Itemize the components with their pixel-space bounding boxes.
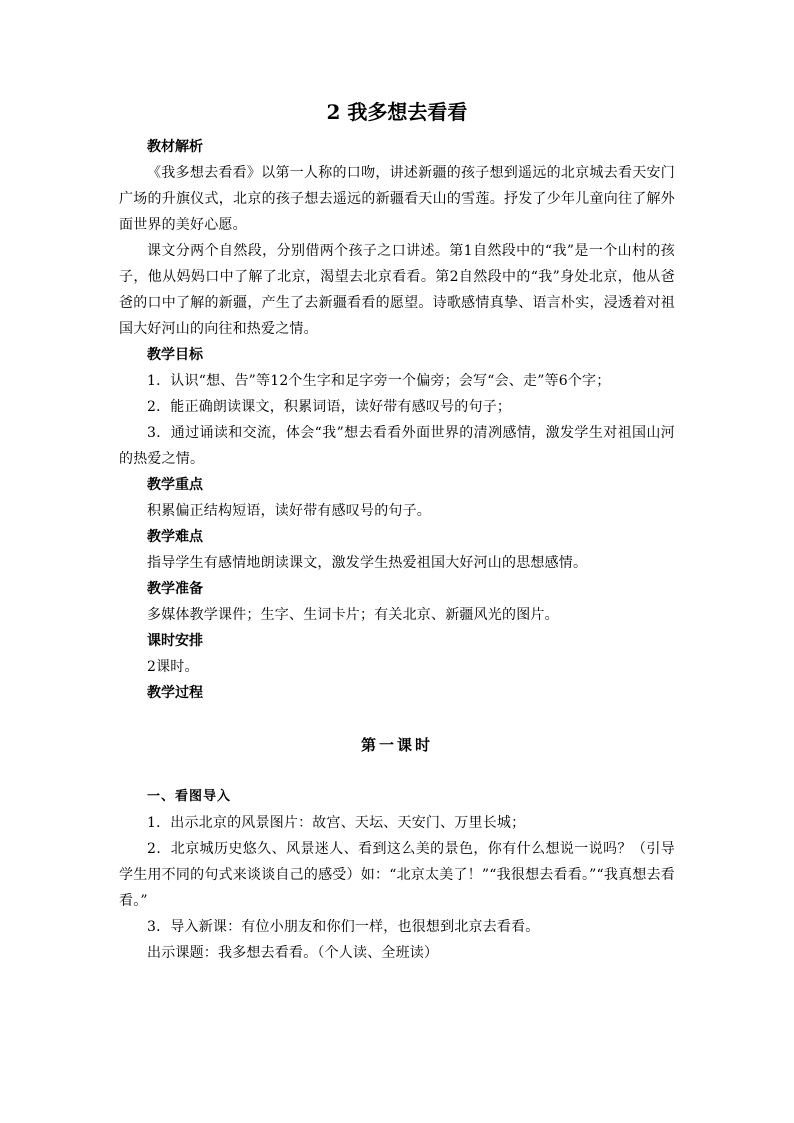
document-content	[119, 96, 675, 966]
paragraph: 指导学生有感情地朗读课文，激发学生热爱祖国大好河山的思想感情。	[147, 555, 588, 571]
goal-item: 2．能正确朗读课文，积累词语，读好带有感叹号的句子；	[147, 399, 512, 415]
section-heading: 课时安排	[147, 633, 203, 649]
section-schedule	[119, 628, 675, 680]
section-heading: 教学目标	[147, 347, 203, 363]
section-process	[119, 680, 675, 706]
section-preparation	[119, 576, 675, 628]
lesson-subheading: 一、看图导入	[147, 789, 232, 804]
lesson-step: 3．导入新课：有位小朋友和你们一样，也很想到北京去看看。	[147, 919, 540, 935]
section-teaching-goals	[119, 342, 675, 472]
document-title: 2 我多想去看看	[326, 100, 468, 124]
section-heading: 教学准备	[147, 581, 203, 597]
paragraph: 积累偏正结构短语，读好带有感叹号的句子。	[147, 503, 431, 519]
section-key-points	[119, 472, 675, 524]
lesson-part-intro	[119, 784, 675, 966]
paragraph: 多媒体教学课件；生字、生词卡片；有关北京、新疆风光的图片。	[147, 607, 559, 623]
lesson-step: 出示课题：我多想去看看。（个人读、全班读）	[147, 945, 439, 961]
goal-item: 1．认识“想、告”等12个生字和足字旁一个偏旁；会写“会、走”等6个字；	[147, 373, 611, 389]
section-heading: 教学重点	[147, 477, 203, 493]
goal-item: 3．通过诵读和交流，体会“我”想去看看外面世界的清冽感情，激发学生对祖国山河的热爱之情。	[119, 425, 675, 467]
lesson-title: 第一课时	[360, 736, 433, 754]
section-heading: 教材解析	[147, 139, 203, 155]
lesson-step: 1．出示北京的风景图片：故宫、天坛、天安门、万里长城；	[147, 815, 526, 831]
section-difficulties	[119, 524, 675, 576]
lesson-step: 2．北京城历史悠久、风景迷人、看到这么美的景色，你有什么想说一说吗？（引导学生用不同的句式来谈谈自己的感受）如：“北京太美了！”“我很想去看看。”“我真想去看看。”	[119, 841, 675, 909]
paragraph: 课文分两个自然段，分别借两个孩子之口讲述。第1自然段中的“我”是一个山村的孩子，他从妈妈口中了解了北京，渴望去北京看看。第2自然段中的“我”身处北京，他从爸爸的口中了解的新疆，产生了去新疆看看的愿望。诗歌感情真挚、语言朴实，浸透着对祖国大好河山的向往和热爱之情。	[119, 243, 675, 337]
paragraph: 《我多想去看看》以第一人称的口吻，讲述新疆的孩子想到遥远的北京城去看天安门广场的升旗仪式，北京的孩子想去遥远的新疆看天山的雪莲。抒发了少年儿童向往了解外面世界的美好心愿。	[119, 165, 675, 233]
section-heading: 教学难点	[147, 529, 203, 545]
section-textbook-analysis	[119, 134, 675, 342]
paragraph: 2课时。	[147, 659, 199, 675]
section-heading: 教学过程	[147, 685, 203, 701]
